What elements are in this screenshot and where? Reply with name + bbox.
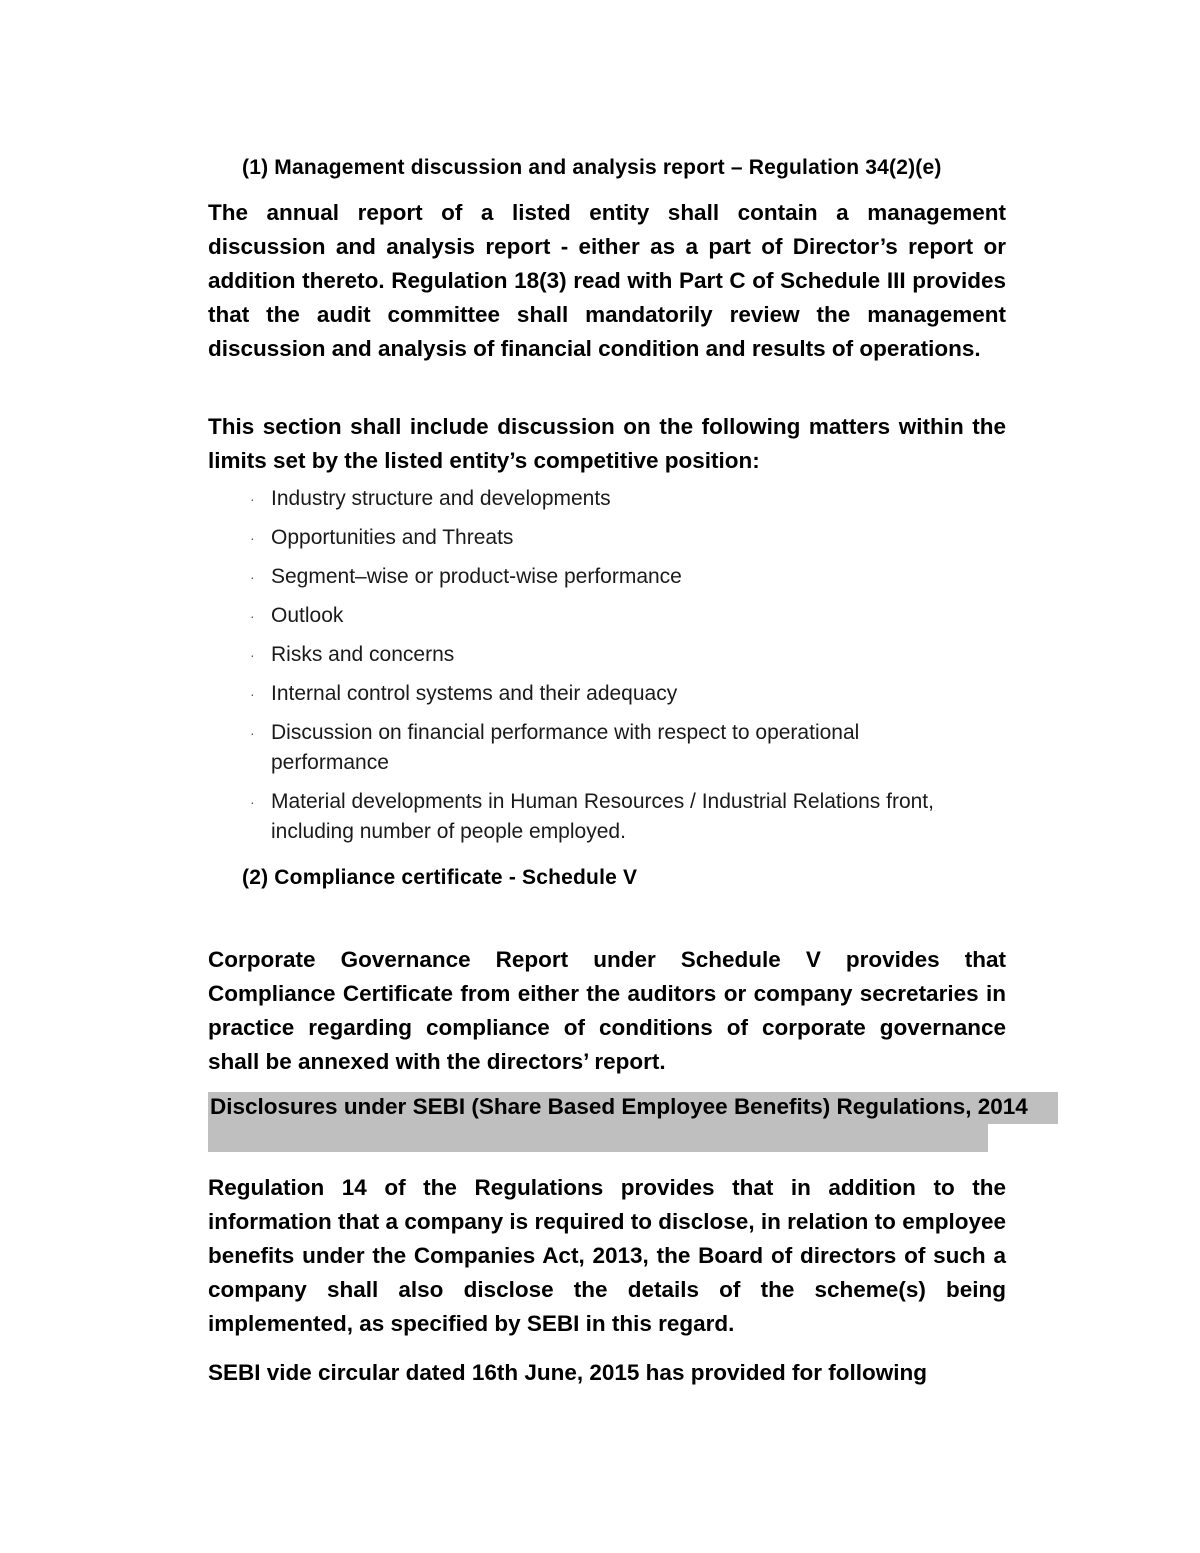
bullet-icon: · <box>250 608 255 624</box>
list-item-text: Opportunities and Threats <box>271 526 514 549</box>
bullet-icon: · <box>250 794 255 810</box>
section-3-paragraph-1: Regulation 14 of the Regulations provides that in addition to the information that a company is required to disclose, in relation to employee benefits under the Companies Act, 2013, the Board of directors of such a company shall also disclose the details of the scheme(s) being implemented, as specified by SEBI in this regard. <box>208 1175 1006 1336</box>
list-item-text: Material developments in Human Resources / Industrial Relations front, including number of people employed. <box>271 790 934 843</box>
highlighted-section-heading <box>208 1092 1060 1152</box>
list-item-text: Discussion on financial performance with respect to operational performance <box>271 721 860 774</box>
list-item <box>250 679 970 709</box>
list-item-text: Outlook <box>271 604 344 627</box>
bullet-icon: · <box>250 530 255 546</box>
section-1-paragraph-1: The annual report of a listed entity shall contain a management discussion and analysis report - either as a part of Director’s report or addition thereto. Regulation 18(3) read with Part C of Schedule III provides that the audit committee shall mandatorily review the management discussion and analysis of financial condition and results of operations. <box>208 200 1006 361</box>
section-3-heading: Disclosures under SEBI (Share Based Employee Benefits) Regulations, 2014 <box>210 1094 1028 1119</box>
list-item <box>250 523 970 553</box>
section-1-paragraph-2: This section shall include discussion on the following matters within the limits set by the listed entity’s competitive position: <box>208 414 1006 473</box>
list-item-text: Segment–wise or product-wise performance <box>271 565 682 588</box>
section-2-heading: (2) Compliance certificate - Schedule V <box>242 866 638 889</box>
list-item <box>250 562 970 592</box>
list-item <box>250 640 970 670</box>
list-item-text: Industry structure and developments <box>271 487 611 510</box>
section-1-heading: (1) Management discussion and analysis report – Regulation 34(2)(e) <box>242 156 942 179</box>
matters-list <box>250 484 970 856</box>
list-item <box>250 484 970 514</box>
highlight-background <box>208 1124 988 1152</box>
bullet-icon: · <box>250 725 255 741</box>
section-2-paragraph: Corporate Governance Report under Schedule V provides that Compliance Certificate from either the auditors or company secretaries in practice regarding compliance of conditions of corporate governance shall be annexed with the directors’ report. <box>208 947 1006 1074</box>
section-3-paragraph-2: SEBI vide circular dated 16th June, 2015 has provided for following <box>208 1360 927 1385</box>
bullet-icon: · <box>250 686 255 702</box>
list-item <box>250 787 970 847</box>
list-item <box>250 601 970 631</box>
bullet-icon: · <box>250 647 255 663</box>
list-item-text: Risks and concerns <box>271 643 455 666</box>
bullet-icon: · <box>250 569 255 585</box>
list-item <box>250 718 970 778</box>
bullet-icon: · <box>250 491 255 507</box>
list-item-text: Internal control systems and their adequacy <box>271 682 678 705</box>
